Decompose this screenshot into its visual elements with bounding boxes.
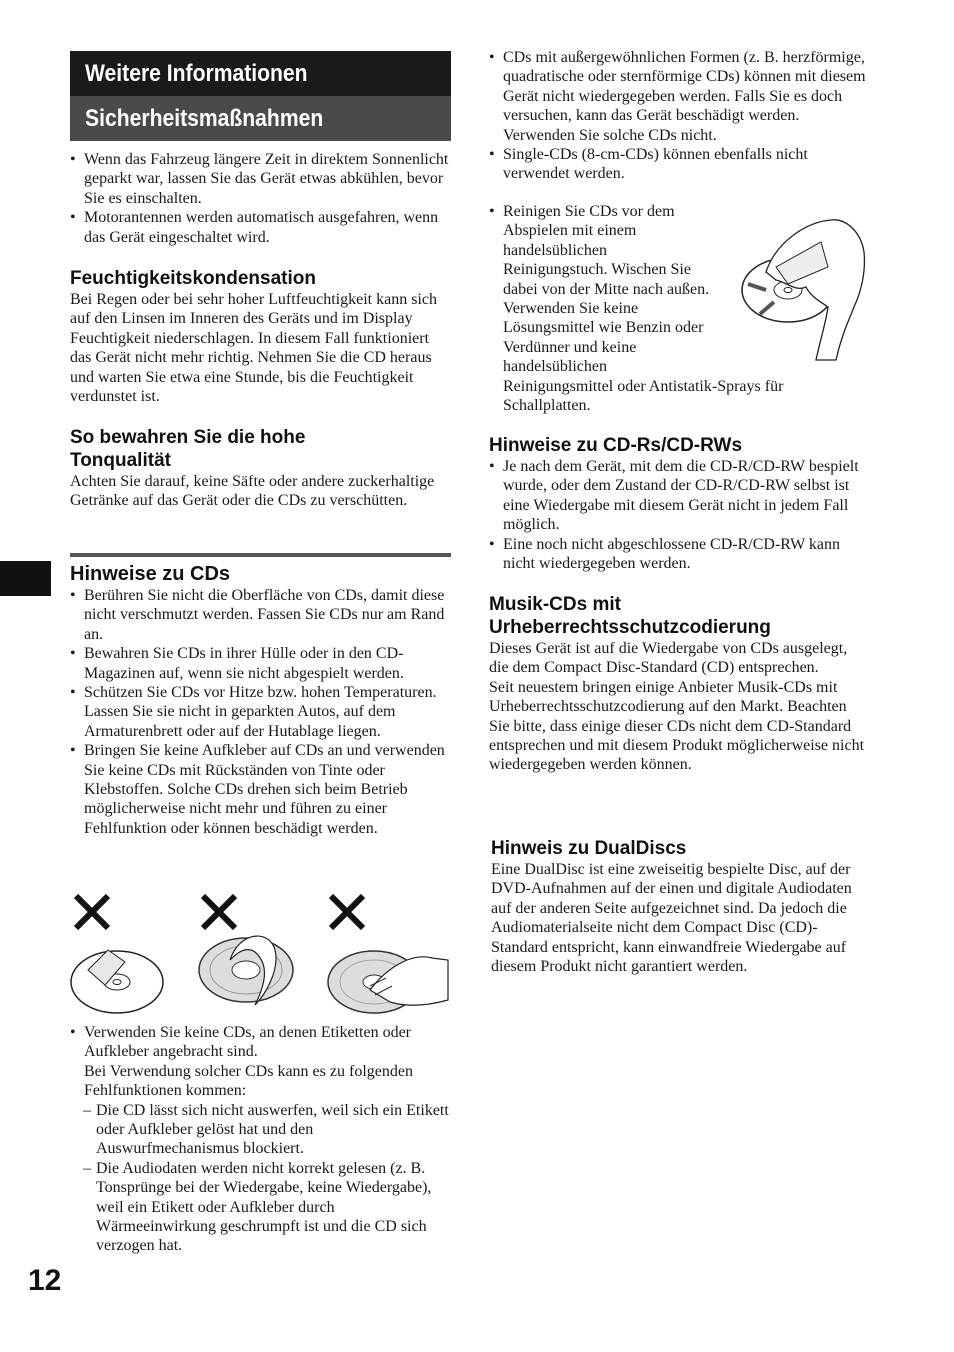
feuchtigkeit-body: Bei Regen oder bei sehr hoher Luftfeuchtigkeit kann sich auf den Linsen im Inneren des Geräts und im Display Feuchtigkeit niederschlagen. In diesem Fall funktioniert das Gerät nicht mehr richtig. Nehmen Sie die CD heraus und warten Sie etwa eine Stunde, bis die Feuchtigkeit verdunstet ist. xyxy=(70,291,437,406)
label-section xyxy=(70,1023,451,1256)
clean-line: Reinigen Sie CDs vor dem xyxy=(503,203,675,220)
page-number: 12 xyxy=(28,1264,62,1297)
right-bullets xyxy=(489,48,870,184)
cdr-heading: Hinweise zu CD-Rs/CD-RWs xyxy=(489,435,743,456)
clean-line: dabei von der Mitte nach außen. xyxy=(503,280,710,298)
cd-residue-icon xyxy=(328,951,448,1013)
clean-line: Lösungsmittel wie Benzin oder xyxy=(503,319,704,337)
right-bullet: • CDs mit außergewöhnlichen Formen (z. B. herzförmige, quadratische oder sternförmige CDs) können mit diesem Gerät nicht wiedergegeben werden. Falls Sie es doch versuchen, kann das Gerät beschädigt werden. Verwenden Sie solche CDs nicht. xyxy=(489,48,870,145)
cd-sticker-icon xyxy=(71,950,163,1013)
musik-body-2: Seit neuestem bringen einige Anbieter Musik-CDs mit Urheberrechtsschutzcodierung auf den Markt. Beachten Sie bitte, dass einige dieser CDs nicht dem CD-Standard entsprechen und mit diesem Produkt möglicherweise nicht wiedergegeben werden können. xyxy=(489,678,865,774)
cdr-section xyxy=(489,434,870,573)
clean-line: Reinigungsmittel oder Antistatik-Sprays für xyxy=(503,377,784,395)
clean-line: Reinigungstuch. Wischen Sie xyxy=(503,261,691,279)
section-title-text: Sicherheitsmaßnahmen xyxy=(85,105,324,132)
dualdisc-heading: Hinweis zu DualDiscs xyxy=(491,838,687,859)
section-rule xyxy=(70,553,451,557)
chapter-title-text: Weitere Informationen xyxy=(85,60,308,87)
cdr-bullet: • Eine noch nicht abgeschlossene CD-R/CD-RW kann nicht wiedergegeben werden. xyxy=(489,535,870,574)
cd-label-peeling-icon xyxy=(199,936,293,1005)
label-bullet xyxy=(70,1023,451,1101)
musik-heading-line2: Urheberrechtsschutzcodierung xyxy=(489,617,771,638)
cds-heading: Hinweise zu CDs xyxy=(70,563,231,585)
clean-line: handelsüblichen xyxy=(503,358,607,376)
cds-bullet: • Berühren Sie nicht die Oberfläche von CDs, damit diese nicht verschmutzt werden. Fassen Sie CDs nur am Rand an. xyxy=(70,586,451,644)
chapter-title xyxy=(70,51,451,96)
cds-bullet: • Bewahren Sie CDs in ihrer Hülle oder in den CD-Magazinen auf, wenn sie nicht abgespielt werden. xyxy=(70,644,451,683)
feuchtigkeit-heading: Feuchtigkeitskondensation xyxy=(70,268,316,289)
clean-line: Verdünner und keine xyxy=(503,338,637,356)
intro-list xyxy=(70,150,451,247)
clean-line: Schallplatten. xyxy=(503,397,591,415)
tonqualitaet-section xyxy=(70,426,451,511)
cds-bullet: • Bringen Sie keine Aufkleber auf CDs an und verwenden Sie keine CDs mit Rückständen von Tinte oder Klebstoffen. Solche CDs drehen sich beim Betrieb möglicherweise nicht mehr und führen zu einer Fehlfunktion oder können beschädigt werden. xyxy=(70,741,451,838)
x-icon xyxy=(76,896,108,928)
x-icon xyxy=(203,896,235,928)
label-bullet-text: Verwenden Sie keine CDs, an denen Etiketten oder Aufkleber angebracht sind. xyxy=(84,1024,412,1061)
label-dash-item: – Die Audiodaten werden nicht korrekt gelesen (z. B. Tonsprünge bei der Wiedergabe, keine Wiedergabe), weil ein Etikett oder Aufkleber durch Wärmeeinwirkung geschrumpft ist und die CD sich verzogen hat. xyxy=(70,1159,451,1256)
musik-body-1: Dieses Gerät ist auf die Wiedergabe von CDs ausgelegt, die dem Compact Disc-Standard (CD) entsprechen. xyxy=(489,640,848,677)
musik-heading-line1: Musik-CDs mit xyxy=(489,594,621,615)
tonqualitaet-heading-line1: So bewahren Sie die hohe xyxy=(70,427,306,448)
section-title xyxy=(70,96,451,141)
clean-line: handelsüblichen xyxy=(503,241,607,259)
tonqualitaet-body: Achten Sie darauf, keine Säfte oder andere zuckerhaltige Getränke auf das Gerät oder die CDs zu verschütten. xyxy=(70,473,435,510)
dualdisc-body: Eine DualDisc ist eine zweiseitig bespielte Disc, auf der DVD-Aufnahmen auf der einen und digitale Audiodaten auf der anderen Seite aufgezeichnet sind. Da jedoch die Audiomaterialseite nicht dem Compact Disc (CD)-Standard entspricht, kann einwandfreie Wiedergabe auf diesem Produkt nicht garantiert werden. xyxy=(491,861,852,976)
intro-bullet: • Wenn das Fahrzeug längere Zeit in direktem Sonnenlicht geparkt war, lassen Sie das Gerät etwas abkühlen, bevor Sie es einschalten. xyxy=(70,150,451,208)
cds-section xyxy=(70,562,451,838)
musik-section xyxy=(489,593,870,775)
x-icon xyxy=(331,896,363,928)
label-dash-item: – Die CD lässt sich nicht auswerfen, weil sich ein Etikett oder Aufkleber gelöst hat und den Auswurfmechanismus blockiert. xyxy=(70,1101,451,1159)
feuchtigkeit-section xyxy=(70,267,451,406)
label-sub-text: Bei Verwendung solcher CDs kann es zu folgenden Fehlfunktionen kommen: xyxy=(84,1062,413,1100)
tonqualitaet-heading-line2: Tonqualität xyxy=(70,450,171,471)
cds-bullet: • Schützen Sie CDs vor Hitze bzw. hohen Temperaturen. Lassen Sie sie nicht in geparkten Autos, auf dem Armaturenbrett oder auf der Hutablage liegen. xyxy=(70,683,451,741)
cd-cleaning-illustration xyxy=(736,212,870,362)
clean-line: Abspielen mit einem xyxy=(503,222,637,240)
clean-line: Verwenden Sie keine xyxy=(503,300,639,318)
cd-warning-illustrations xyxy=(70,890,451,1020)
intro-bullet: • Motorantennen werden automatisch ausgefahren, wenn das Gerät eingeschaltet wird. xyxy=(70,208,451,247)
cd-cleaning-icon xyxy=(742,220,864,360)
right-bullet: • Single-CDs (8-cm-CDs) können ebenfalls nicht verwendet werden. xyxy=(489,145,870,184)
dualdisc-section xyxy=(491,837,869,976)
cdr-bullet: • Je nach dem Gerät, mit dem die CD-R/CD-RW bespielt wurde, oder dem Zustand der CD-R/CD-RW selbst ist eine Wiedergabe mit diesem Gerät nicht in jedem Fall möglich. xyxy=(489,457,870,535)
page-tab-marker xyxy=(0,561,51,596)
